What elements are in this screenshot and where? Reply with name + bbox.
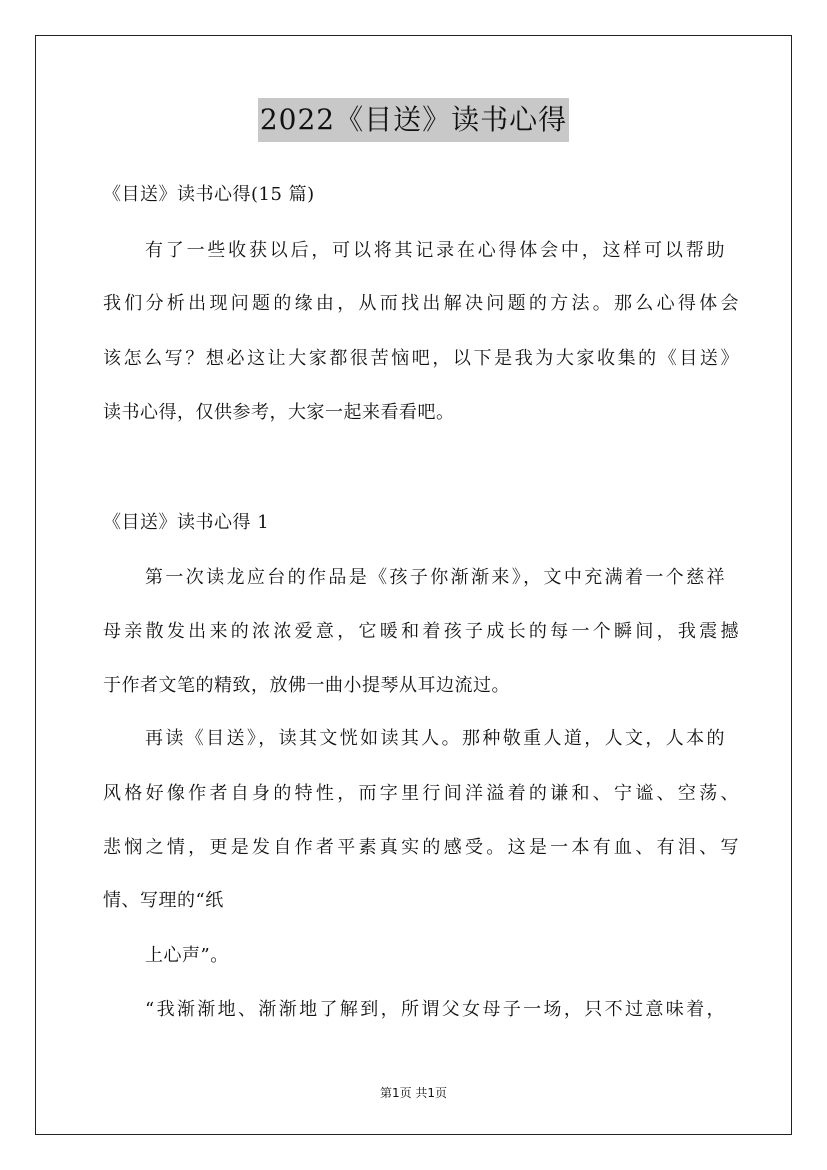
paragraph-line: “我渐渐地、渐渐地了解到，所谓父女母子一场，只不过意味着， xyxy=(145,999,725,1020)
intro-line: 有了一些收获以后，可以将其记录在心得体会中，这样可以帮助 xyxy=(145,240,725,261)
intro-line: 我们分析出现问题的缘由，从而找出解决问题的方法。那么心得体会 xyxy=(103,293,739,314)
section-heading: 《目送》读书心得 1 xyxy=(103,512,270,533)
paragraph-line: 情、写理的“纸 xyxy=(103,890,224,911)
paragraph-line: 母亲散发出来的浓浓爱意，它暖和着孩子成长的每一个瞬间，我震撼 xyxy=(103,621,739,642)
document-title: 2022《目送》读书心得 xyxy=(258,98,569,142)
paragraph-line: 悲悯之情，更是发自作者平素真实的感受。这是一本有血、有泪、写 xyxy=(103,837,739,858)
title-container xyxy=(0,98,827,142)
intro-line: 该怎么写？想必这让大家都很苦恼吧，以下是我为大家收集的《目送》 xyxy=(103,348,739,369)
paragraph-line: 上心声”。 xyxy=(145,945,229,966)
intro-line: 读书心得，仅供参考，大家一起来看看吧。 xyxy=(103,402,455,423)
page-number: 第1页 共1页 xyxy=(379,1086,448,1100)
paragraph-line: 第一次读龙应台的作品是《孩子你渐渐来》，文中充满着一个慈祥 xyxy=(145,567,725,588)
paragraph-line: 于作者文笔的精致，放佛一曲小提琴从耳边流过。 xyxy=(103,675,510,696)
subtitle: 《目送》读书心得(15 篇) xyxy=(103,184,315,205)
paragraph-line: 风格好像作者自身的特性，而字里行间洋溢着的谦和、宁谧、空荡、 xyxy=(103,783,739,804)
paragraph-line: 再读《目送》，读其文恍如读其人。那种敬重人道，人文，人本的 xyxy=(145,728,725,749)
